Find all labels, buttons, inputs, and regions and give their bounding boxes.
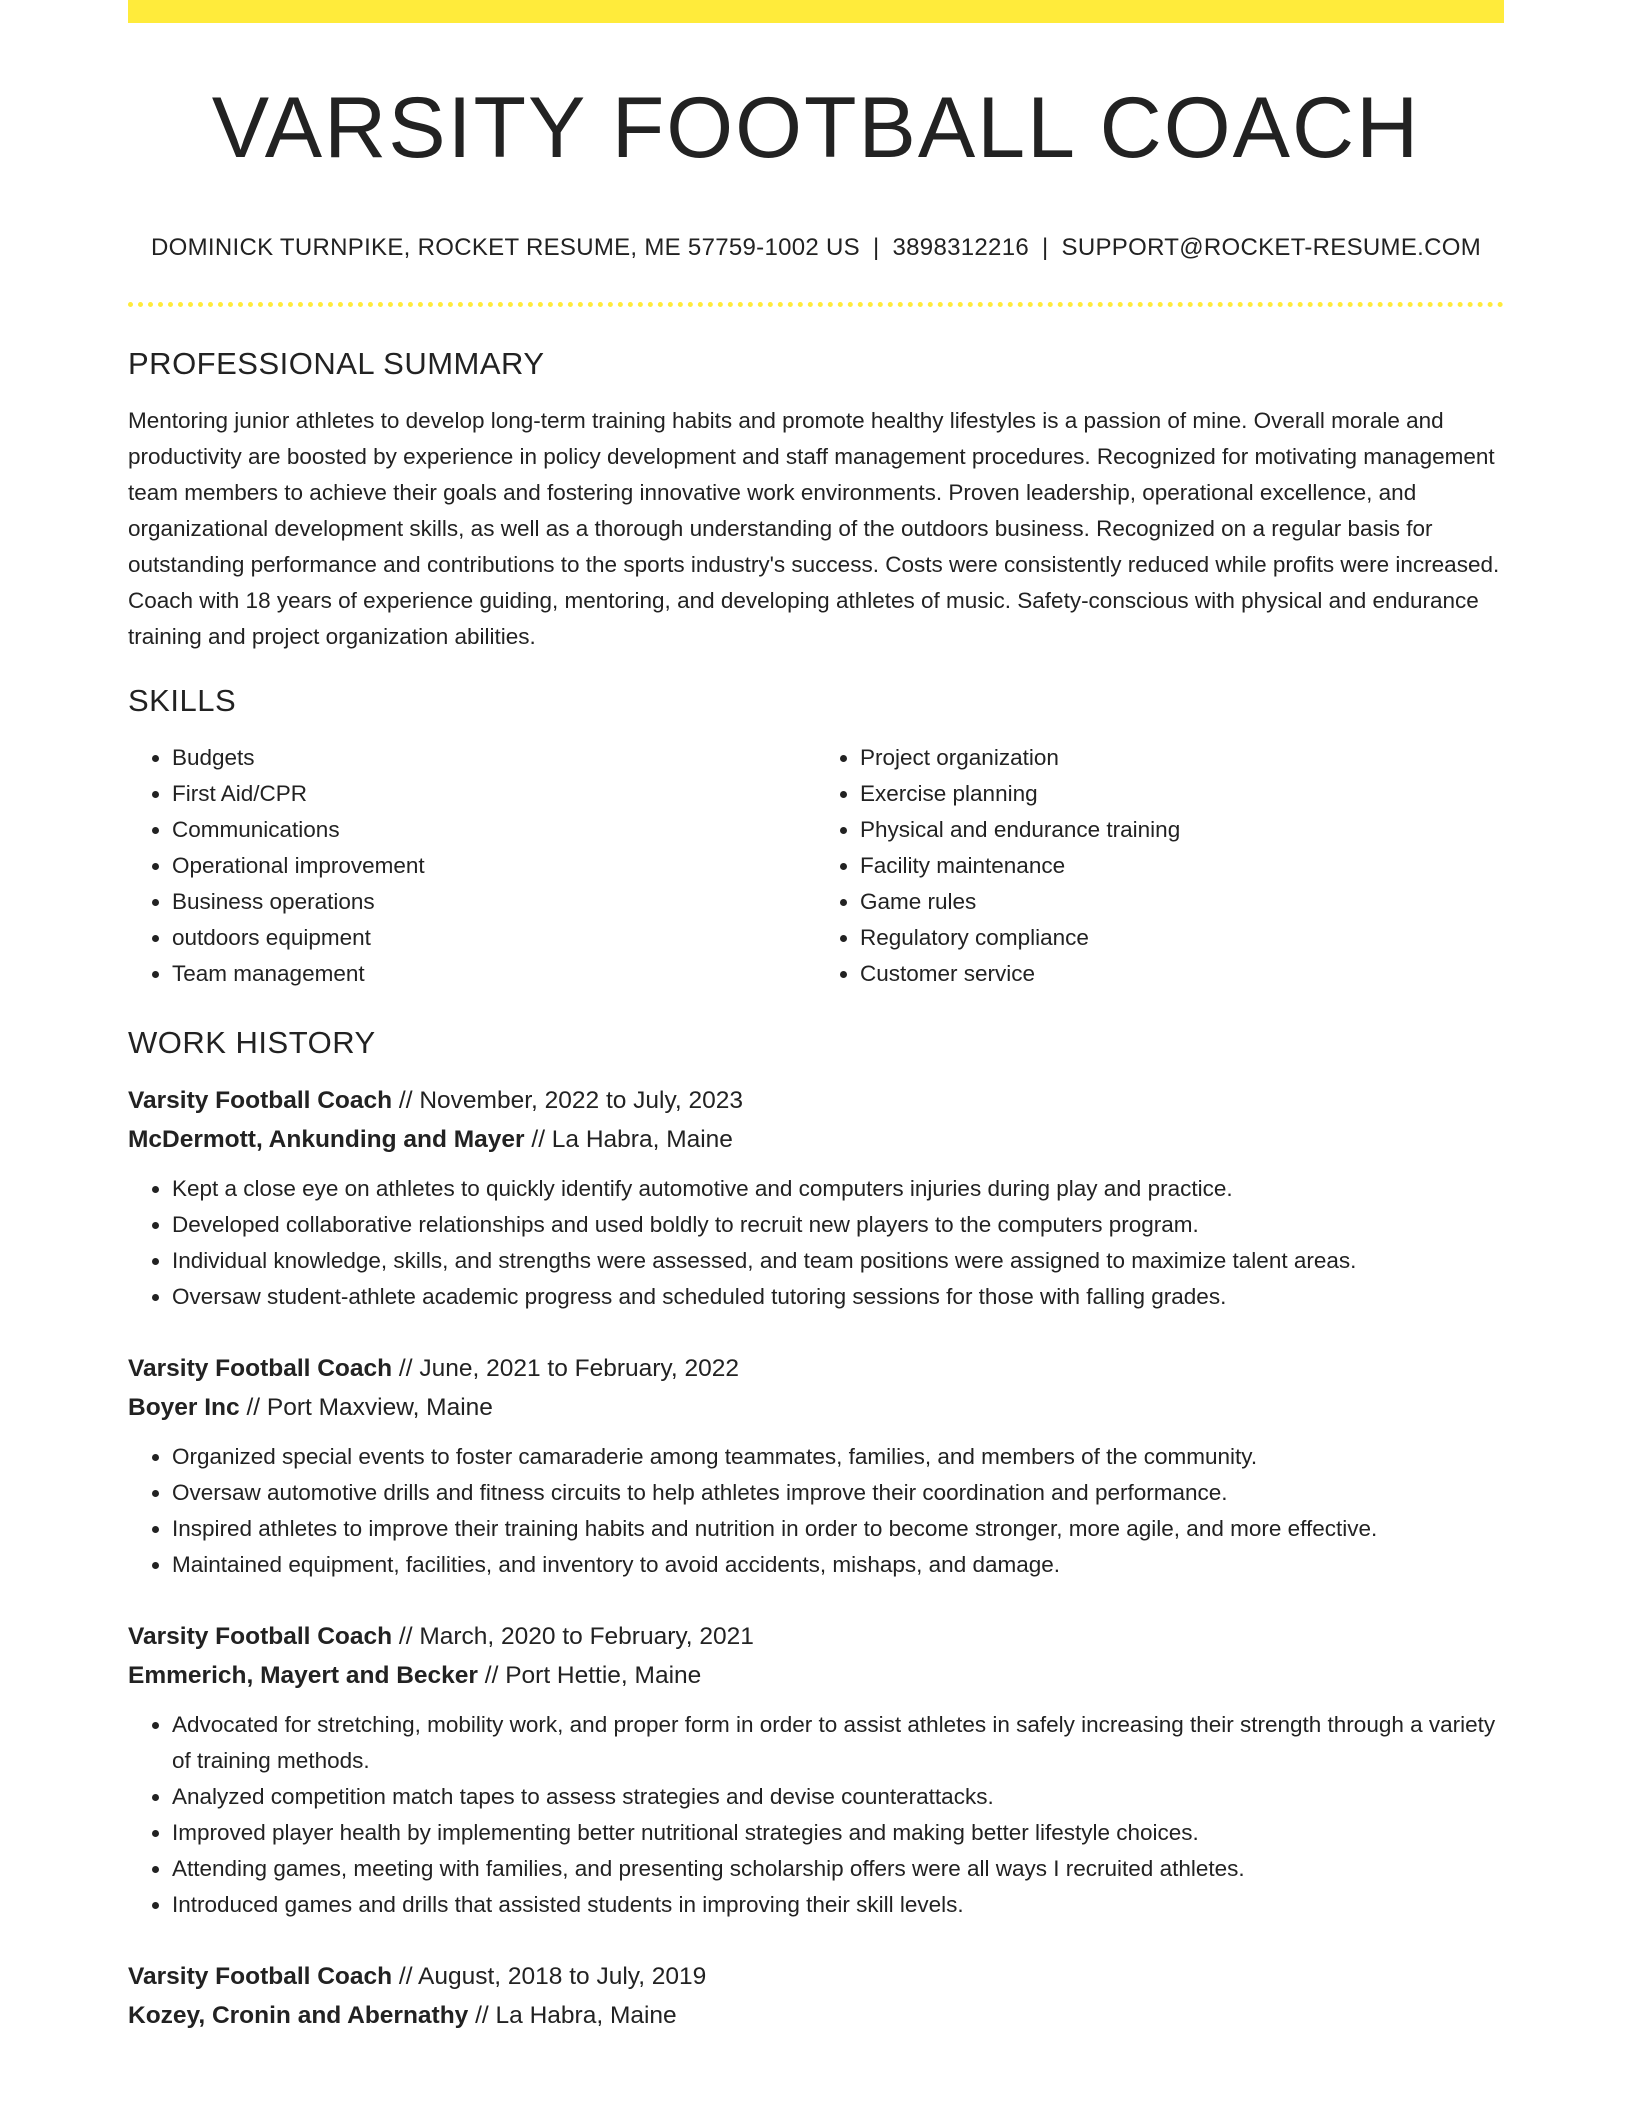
job-entry [128, 1349, 1504, 1583]
job-title-line [128, 1081, 1504, 1120]
skill-item: • Project organization [860, 740, 1504, 776]
job-bullet: • Analyzed competition match tapes to assess strategies and devise counterattacks. [172, 1779, 1504, 1815]
skills-heading: SKILLS [128, 683, 237, 718]
resume-title: VARSITY FOOTBALL COACH [211, 80, 1421, 176]
contact-line [128, 234, 1504, 262]
skill-item: • Budgets [172, 740, 816, 776]
job-entry [128, 1081, 1504, 1315]
job-company: McDermott, Ankunding and Mayer [128, 1126, 525, 1153]
skill-item: • Communications [172, 812, 816, 848]
skills-columns [128, 740, 1504, 992]
job-company-line [128, 1996, 1504, 2035]
job-entry [128, 1617, 1504, 1923]
skill-item: • Regulatory compliance [860, 920, 1504, 956]
skill-item: • Facility maintenance [860, 848, 1504, 884]
contact-email: SUPPORT@ROCKET-RESUME.COM [1061, 234, 1482, 261]
job-bullet: • Oversaw automotive drills and fitness circuits to help athletes improve their coordination and performance. [172, 1475, 1504, 1511]
skill-item: • Exercise planning [860, 776, 1504, 812]
contact-separator: | [1042, 234, 1049, 261]
job-bullet: • Improved player health by implementing better nutritional strategies and making better lifestyle choices. [172, 1815, 1504, 1851]
resume-page [128, 0, 1504, 2035]
job-dates: // August, 2018 to July, 2019 [392, 1963, 707, 1990]
skill-item: • Customer service [860, 956, 1504, 992]
contact-separator: | [872, 234, 880, 261]
summary-heading: PROFESSIONAL SUMMARY [128, 346, 545, 381]
job-bullet: • Individual knowledge, skills, and strengths were assessed, and team positions were assigned to maximize talent areas. [172, 1243, 1504, 1279]
job-location: // La Habra, Maine [524, 1126, 733, 1153]
contact-address: DOMINICK TURNPIKE, ROCKET RESUME, ME 57759-1002 US [150, 234, 860, 261]
job-bullet: • Inspired athletes to improve their training habits and nutrition in order to become stronger, more agile, and more effective. [172, 1511, 1504, 1547]
skill-item: • First Aid/CPR [172, 776, 816, 812]
job-bullet: • Advocated for stretching, mobility work, and proper form in order to assist athletes in safely increasing their strength through a variety of training methods. [172, 1707, 1504, 1779]
skill-item: • outdoors equipment [172, 920, 816, 956]
summary-text: Mentoring junior athletes to develop long-term training habits and promote healthy lifestyles is a passion of mine. Overall morale and productivity are boosted by experience in policy development and staff management procedures. Recognized for motivating management team members to achieve their goals and fostering innovative work environments. Proven leadership, operational excellence, and organizational development skills, as well as a thorough understanding of the outdoors business. Recognized on a regular basis for outstanding performance and contributions to the sports industry's success. Costs were consistently reduced while profits were increased. Coach with 18 years of experience guiding, mentoring, and developing athletes of music. Safety-conscious with physical and endurance training and project organization abilities. [128, 408, 1500, 649]
skills-list-right [816, 740, 1504, 992]
job-bullets [128, 1439, 1504, 1583]
job-title-line [128, 1617, 1504, 1656]
job-location: // Port Hettie, Maine [477, 1662, 702, 1689]
job-dates: // June, 2021 to February, 2022 [392, 1355, 739, 1382]
job-location: // La Habra, Maine [468, 2002, 677, 2029]
skill-item: • Team management [172, 956, 816, 992]
job-bullets [128, 1171, 1504, 1315]
job-entry [128, 1957, 1504, 2035]
job-bullet: • Oversaw student-athlete academic progress and scheduled tutoring sessions for those with falling grades. [172, 1279, 1504, 1315]
job-title: Varsity Football Coach [128, 1087, 393, 1114]
skill-item: • Game rules [860, 884, 1504, 920]
dotted-divider [128, 302, 1504, 307]
job-location: // Port Maxview, Maine [239, 1394, 493, 1421]
job-title: Varsity Football Coach [128, 1963, 393, 1990]
job-company-line [128, 1120, 1504, 1159]
job-bullet: • Organized special events to foster camaraderie among teammates, families, and members of the community. [172, 1439, 1504, 1475]
job-title: Varsity Football Coach [128, 1623, 393, 1650]
job-company: Kozey, Cronin and Abernathy [128, 2002, 469, 2029]
skills-list-left [128, 740, 816, 992]
job-company: Emmerich, Mayert and Becker [128, 1662, 478, 1689]
accent-bar [128, 0, 1504, 23]
work-history-heading: WORK HISTORY [128, 1025, 376, 1060]
job-bullet: • Maintained equipment, facilities, and inventory to avoid accidents, mishaps, and damage. [172, 1547, 1504, 1583]
job-title: Varsity Football Coach [128, 1355, 393, 1382]
job-company-line [128, 1388, 1504, 1427]
job-company-line [128, 1656, 1504, 1695]
job-dates: // March, 2020 to February, 2021 [392, 1623, 754, 1650]
skill-item: • Physical and endurance training [860, 812, 1504, 848]
skill-item: • Business operations [172, 884, 816, 920]
job-bullets [128, 1707, 1504, 1923]
job-title-line [128, 1349, 1504, 1388]
job-title-line [128, 1957, 1504, 1996]
job-company: Boyer Inc [128, 1394, 240, 1421]
job-bullet: • Developed collaborative relationships and used boldly to recruit new players to the computers program. [172, 1207, 1504, 1243]
contact-phone: 3898312216 [892, 234, 1029, 261]
job-dates: // November, 2022 to July, 2023 [392, 1087, 744, 1114]
job-bullet: • Attending games, meeting with families, and presenting scholarship offers were all ways I recruited athletes. [172, 1851, 1504, 1887]
job-bullet: • Kept a close eye on athletes to quickly identify automotive and computers injuries during play and practice. [172, 1171, 1504, 1207]
skill-item: • Operational improvement [172, 848, 816, 884]
job-bullet: • Introduced games and drills that assisted students in improving their skill levels. [172, 1887, 1504, 1923]
